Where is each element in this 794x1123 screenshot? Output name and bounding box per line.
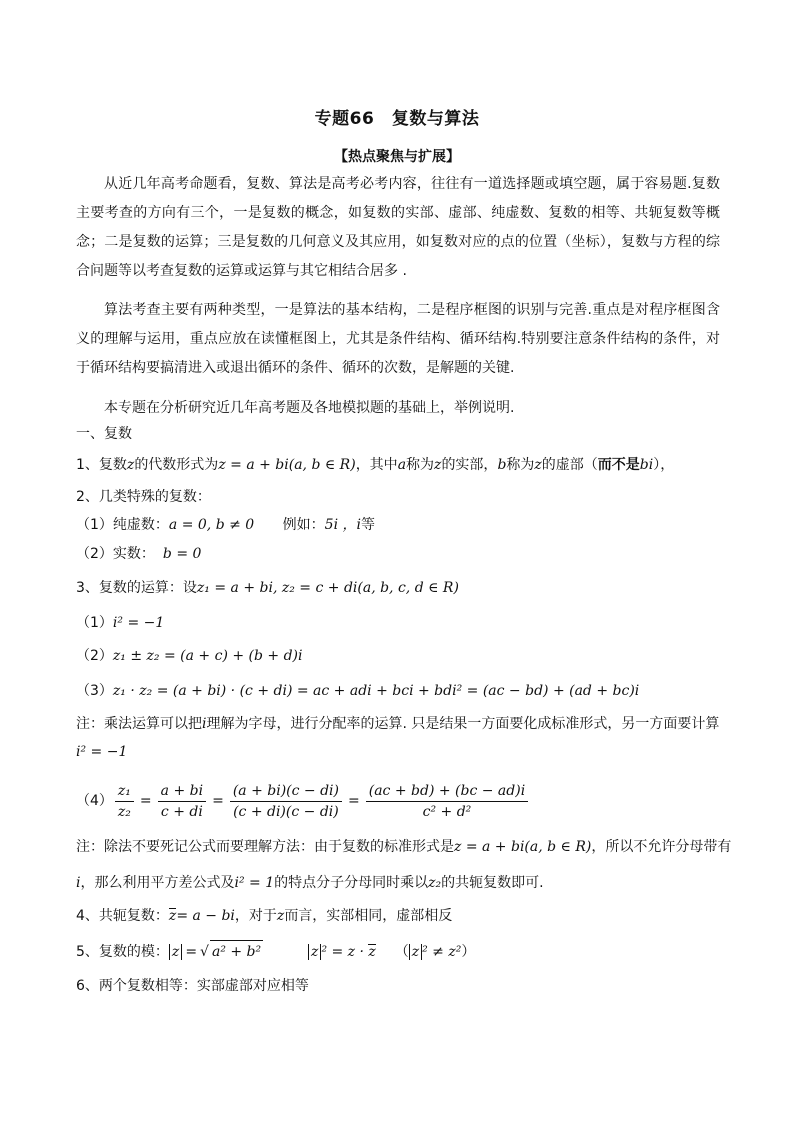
denominator: c + di (160, 803, 203, 820)
item-4 (76, 905, 736, 927)
fraction-result (366, 781, 528, 822)
var-i: i (76, 875, 81, 891)
text: 的实部， (441, 457, 498, 473)
label: 4、共轭复数： (76, 908, 169, 924)
z-conjugate: z (168, 908, 177, 924)
text: 1、复数 (76, 457, 127, 473)
label: 5、复数的模： (76, 944, 169, 960)
var-z2: z₂ (428, 875, 442, 891)
modulus-z: z (308, 944, 321, 960)
item-3-3 (76, 680, 736, 702)
text: 的共轭复数即可. (441, 875, 544, 891)
label: （2） (76, 648, 113, 664)
var-b: b (497, 457, 507, 473)
item-3-1 (76, 612, 736, 634)
text: 等 (360, 517, 375, 533)
item-6: 6、两个复数相等：实部虚部对应相等 (76, 978, 309, 994)
label: （3） (76, 683, 113, 699)
paren-close: ） (461, 944, 476, 960)
formula-algebraic-form: z = a + bi(a, b ∈ R) (218, 457, 356, 473)
var-a: a (397, 457, 407, 473)
equals-sign: = (348, 793, 360, 809)
sqrt-icon: √ (200, 944, 209, 960)
item-3-4 (76, 778, 736, 824)
formula-i-squared: i² = −1 (112, 615, 165, 631)
text: 的代数形式为 (134, 457, 219, 473)
formula-define-z1-z2: z₁ = a + bi, z₂ = c + di(a, b, c, d ∈ R) (196, 580, 459, 596)
formula-conjugate: = a − bi (176, 908, 235, 924)
denominator: c² + d² (422, 803, 472, 820)
label: （2）实数： (76, 546, 155, 562)
intro-paragraph-1: 从近几年高考命题看，复数、算法是高考必考内容，往往有一道选择题或填空题，属于容易题.复数主要考查的方向有三个，一是复数的概念，如复数的实部、虚部、纯虚数、复数的相等、共轭复数等概念；二是复数的运算；三是复数的几何意义及其应用，如复数对应的点的位置（坐标），复数与方程的综合问题等以考查复数的运算或运算与其它相结合居多 . (76, 176, 720, 279)
text: 而言，实部相同，虚部相反 (284, 908, 453, 924)
numerator: (ac + bd) + (bc − ad)i (366, 781, 528, 802)
formula-standard-form: z = a + bi(a, b ∈ R) (454, 839, 592, 855)
label: 3、复数的运算：设 (76, 580, 197, 596)
var-z: z (126, 457, 135, 473)
text: ）， (653, 457, 675, 473)
var-z: z (276, 908, 285, 924)
item-2: 2、几类特殊的复数： (76, 489, 211, 505)
denominator: (c + di)(c − di) (233, 803, 339, 820)
paren-open: （ (394, 944, 409, 960)
item-2-2 (76, 543, 736, 565)
item-3-2 (76, 645, 736, 667)
var-i: i (202, 716, 207, 732)
var-z: z (534, 457, 542, 473)
page-title: 专题66 复数与算法 (314, 109, 480, 129)
denominator: z₂ (117, 803, 131, 820)
fraction-original (158, 781, 206, 822)
item-5 (76, 940, 736, 963)
modulus-z: z (169, 944, 182, 960)
section-heading-complex: 一、复数 (76, 426, 132, 442)
modulus-z: z (409, 944, 422, 960)
text: ，对于 (234, 908, 277, 924)
formula-add-sub: z₁ ± z₂ = (a + c) + (b + d)i (112, 648, 303, 664)
text: ，所以不允许分母带有 (591, 839, 732, 855)
formula-i-squared: i² = −1 (76, 744, 128, 760)
intro-paragraph-2: 算法考查主要有两种类型，一是算法的基本结构，二是程序框图的识别与完善.重点是对程序框图含义的理解与运用，重点应放在读懂框图上，尤其是条件结构、循环结构.特别要注意条件结构的条件，对于循环结构要搞清进入或退出循环的条件、循环的次数，是解题的关键. (76, 302, 720, 376)
numerator: a + bi (158, 781, 206, 802)
note-division-line-1 (76, 836, 736, 858)
fraction-z1-over-z2 (115, 781, 134, 822)
numerator: z₁ (115, 781, 134, 802)
formula-modulus-squared: ² = z · (321, 944, 369, 960)
section-subtitle: 【热点聚焦与扩展】 (334, 149, 460, 165)
formula-i-squared-one: i² = 1 (234, 875, 275, 891)
equals-sign: = (212, 793, 224, 809)
z-conjugate: z (368, 944, 376, 960)
var-bi: bi (639, 457, 654, 473)
text: 称为 (406, 457, 435, 473)
equals-sign: = (185, 944, 198, 960)
item-3 (76, 577, 736, 599)
formula-real: b = 0 (162, 546, 202, 562)
label: （1）纯虚数： (76, 517, 169, 533)
label: （4） (76, 793, 113, 809)
note-multiply-formula (76, 741, 736, 763)
numerator: (a + bi)(c − di) (230, 781, 342, 802)
formula-pure-imaginary: a = 0, b ≠ 0 (168, 517, 255, 533)
var-z: z (434, 457, 442, 473)
note-division-line-2 (76, 872, 736, 894)
formula-multiply: z₁ · z₂ = (a + bi) · (c + di) = ac + adi + bci + bdi² = (ac − bd) + (ad + bc)i (112, 683, 640, 699)
text: ，那么利用平方差公式及 (80, 875, 235, 891)
text: 例如： (282, 517, 325, 533)
intro-paragraph-3: 本专题在分析研究近几年高考题及各地模拟题的基础上，举例说明. (104, 400, 515, 416)
text: 称为 (506, 457, 535, 473)
sqrt-content: a² + b² (210, 940, 263, 963)
text: 注：乘法运算可以把 (76, 716, 202, 732)
fraction-conjugate-multiply (230, 781, 342, 822)
equals-sign: = (139, 793, 152, 809)
note-multiply (76, 713, 736, 735)
bold-text: 而不是 (597, 457, 640, 473)
text: 的特点分子分母同时乘以 (274, 875, 429, 891)
formula-not-equal: ² ≠ z² (422, 944, 462, 960)
text: 注：除法不要死记公式而要理解方法：由于复数的标准形式是 (76, 839, 454, 855)
item-1 (76, 454, 736, 476)
label: （1） (76, 615, 113, 631)
text: ，其中 (355, 457, 398, 473)
item-2-1 (76, 514, 736, 536)
text: 的虚部（ (541, 457, 598, 473)
example-values: 5i ，i (324, 517, 361, 533)
text: 理解为字母，进行分配率的运算. 只是结果一方面要化成标准形式，另一方面要计算 (206, 716, 720, 732)
